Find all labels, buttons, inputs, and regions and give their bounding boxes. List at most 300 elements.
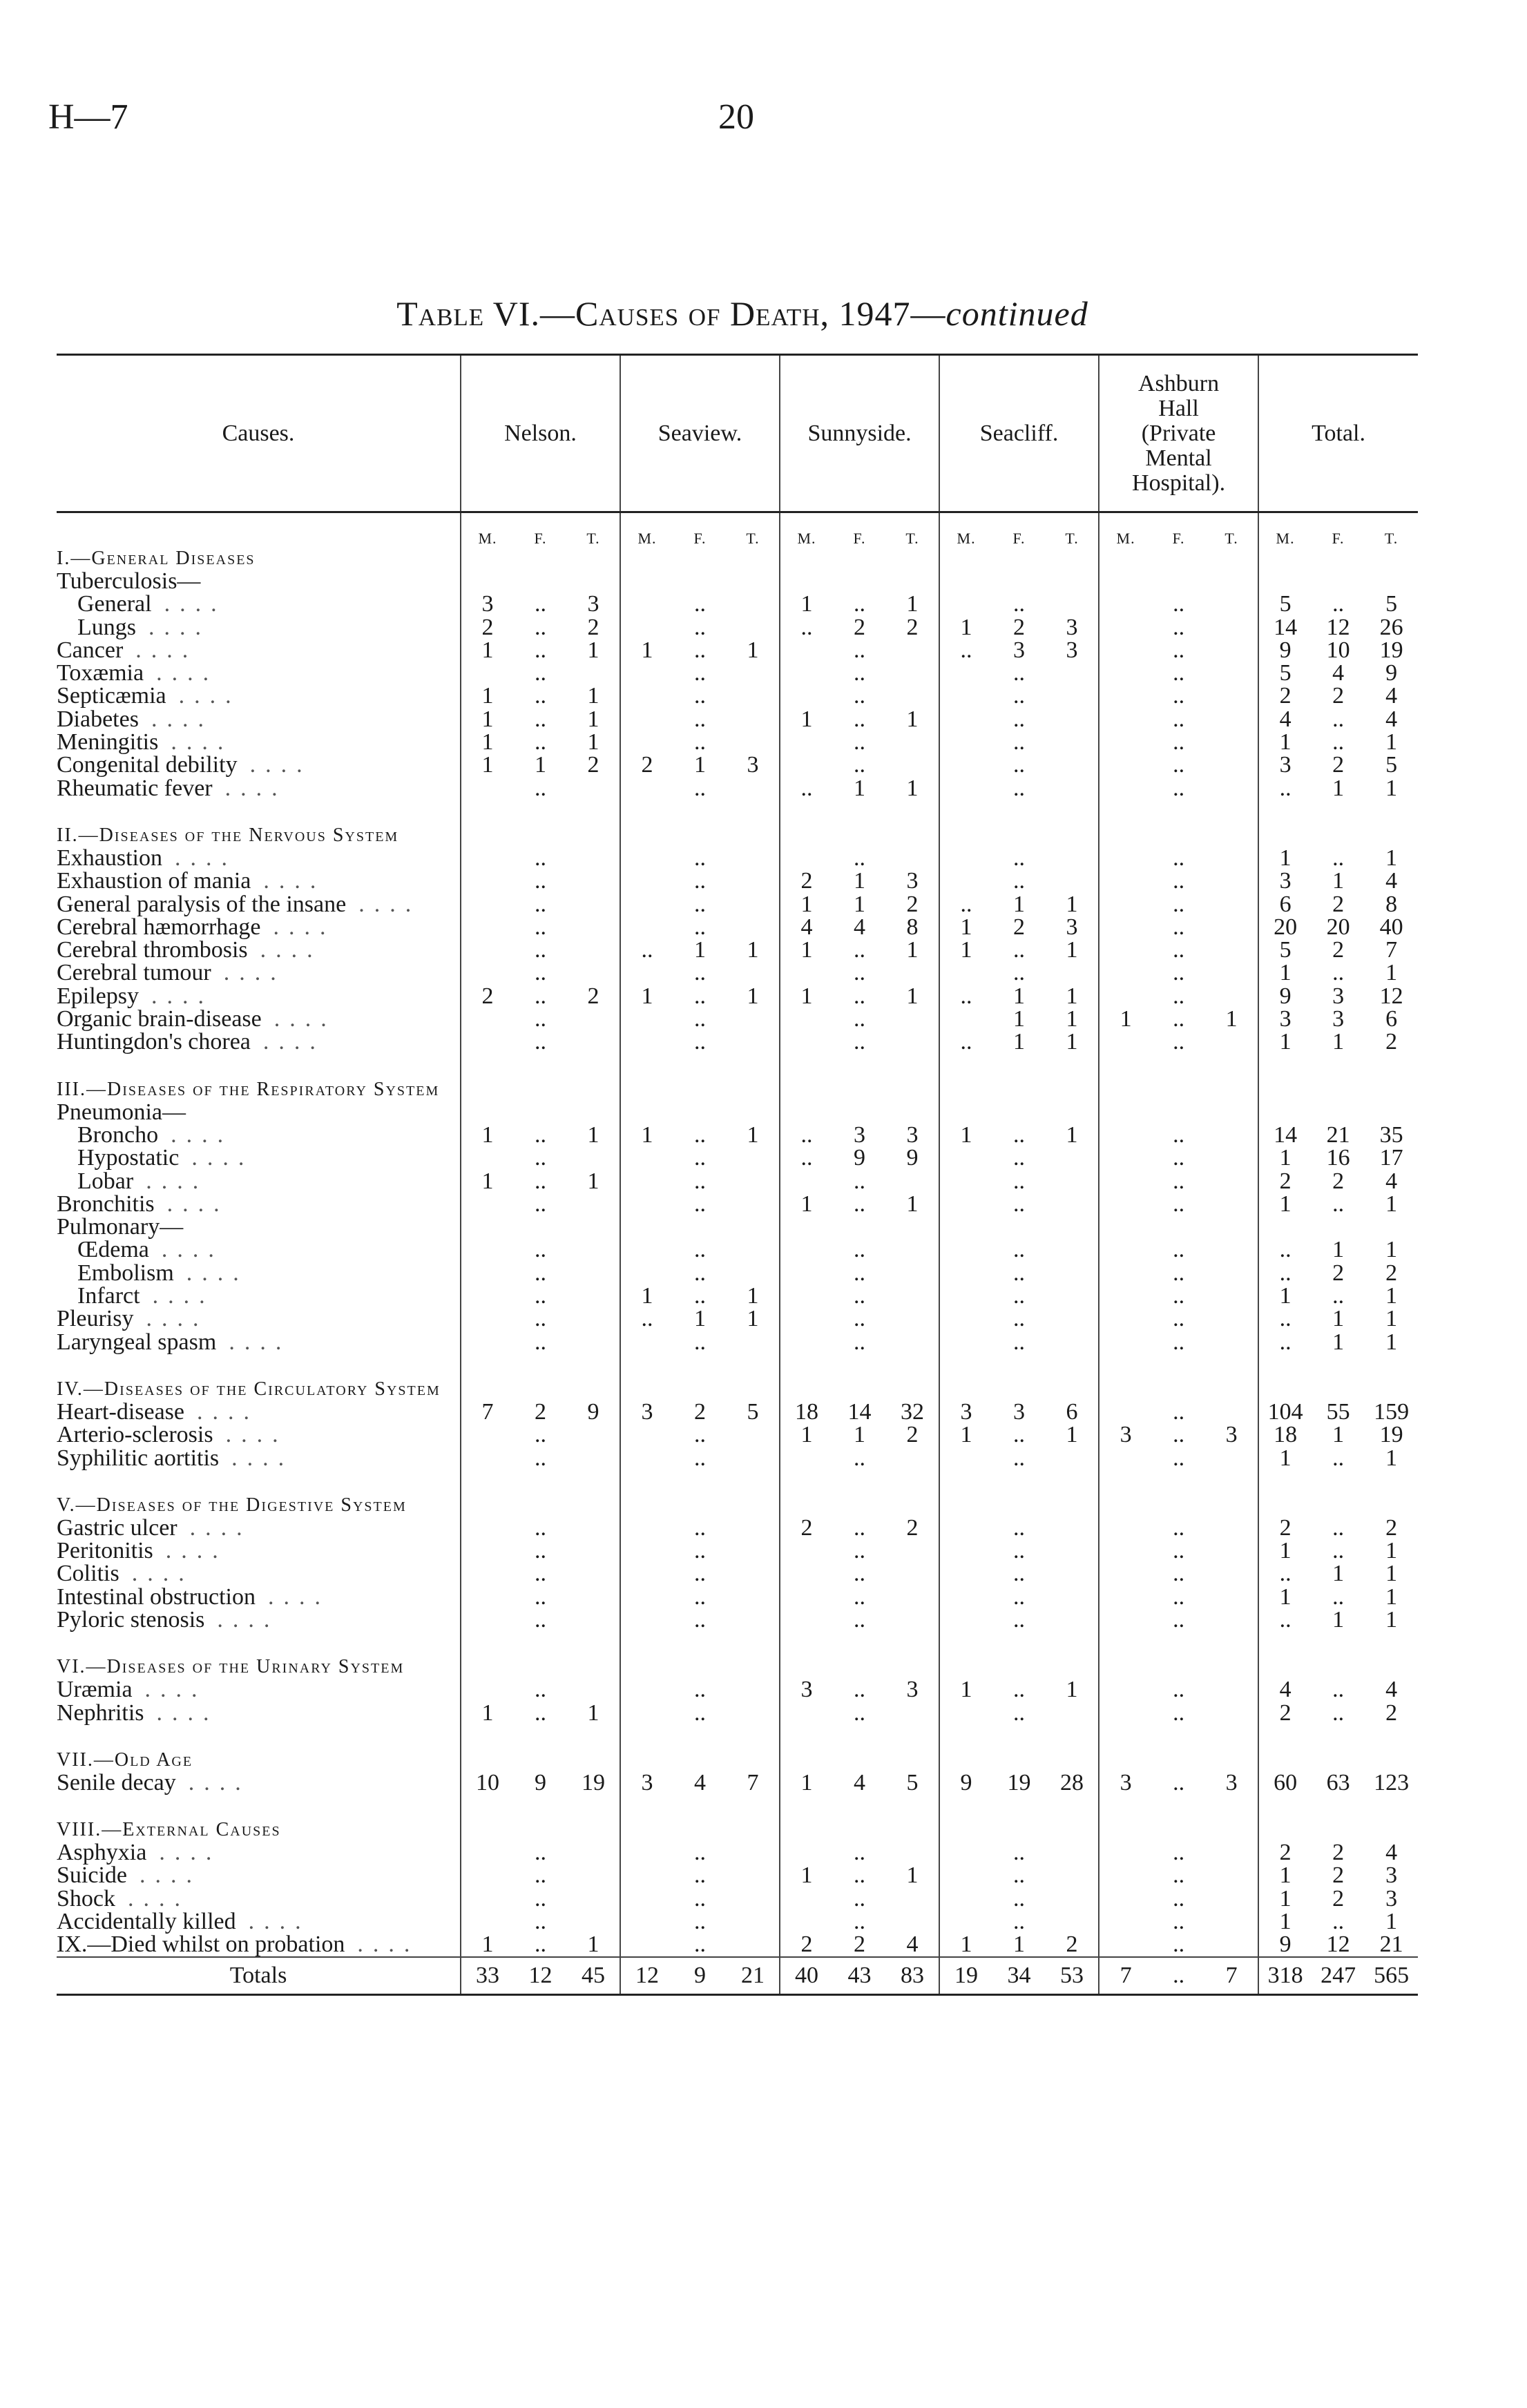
section-title-spacer <box>620 1378 673 1400</box>
table-cell: 12 <box>1326 1932 1350 1958</box>
table-cell: .. <box>694 1606 706 1632</box>
section-title-spacer <box>567 1494 620 1516</box>
section-title-spacer <box>780 1749 833 1771</box>
table-cell <box>992 1101 1046 1124</box>
table-cell: .. <box>1173 1862 1185 1889</box>
table-cell <box>727 1933 780 1956</box>
table-cell <box>620 1933 673 1956</box>
table-cell: .. <box>1013 1538 1026 1564</box>
gap-cell <box>461 1794 514 1819</box>
leader-dots: .... <box>191 1145 254 1171</box>
gap-cell <box>673 1354 727 1378</box>
table-cell <box>727 1193 780 1215</box>
table-cell <box>886 753 939 776</box>
table-cell: .. <box>1173 775 1185 801</box>
table-cell: 2 <box>1258 1702 1312 1724</box>
table-cell: 2 <box>1332 1840 1345 1866</box>
table-cell <box>939 869 992 892</box>
table-cell: .. <box>1013 1862 1026 1889</box>
table-row <box>57 1586 1418 1608</box>
table-cell: 2 <box>780 869 833 892</box>
table-cell <box>886 1910 939 1933</box>
table-cell <box>886 1702 939 1724</box>
section-title-spacer <box>620 825 673 847</box>
table-row <box>57 1193 1418 1215</box>
table-cell: 1 <box>694 1306 706 1332</box>
leader-dots: .... <box>139 1862 202 1889</box>
table-cell <box>620 1562 673 1585</box>
section-title-spacer <box>1152 1079 1205 1101</box>
table-cell: 2 <box>1385 1260 1398 1286</box>
table-cell: .. <box>1173 1769 1185 1795</box>
table-cell: 32 <box>901 1398 925 1425</box>
table-cell <box>1099 1841 1152 1864</box>
table-cell: 1 <box>1066 1677 1078 1703</box>
table-cell: 1 <box>1258 1887 1312 1910</box>
table-cell: 3 <box>1258 753 1312 776</box>
table-cell: .. <box>854 706 866 732</box>
gap-cell <box>1258 1631 1312 1656</box>
section-title-spacer <box>514 1819 567 1841</box>
table-cell: .. <box>854 1909 866 1935</box>
table-row <box>57 1864 1418 1887</box>
table-cell <box>727 684 780 707</box>
table-cell: 2 <box>587 614 599 640</box>
section-title-spacer <box>780 1378 833 1400</box>
table-cell: 2 <box>1332 1168 1345 1194</box>
gap-cell <box>1312 1054 1365 1079</box>
section-title-spacer <box>1365 1749 1418 1771</box>
table-cell: 1 <box>1385 1306 1398 1332</box>
table-cell: 1 <box>780 893 833 916</box>
gap-cell <box>514 1354 567 1378</box>
table-cell: 1 <box>1332 1606 1345 1632</box>
section-title-spacer <box>780 1656 833 1678</box>
table-cell <box>1205 1284 1258 1307</box>
table-cell <box>461 1586 514 1608</box>
cause-label <box>57 1170 461 1193</box>
gap-cell <box>833 1631 886 1656</box>
table-cell <box>1205 893 1258 916</box>
table-cell <box>1365 1215 1418 1238</box>
table-cell: .. <box>1013 1329 1026 1355</box>
table-cell: .. <box>1013 1677 1026 1703</box>
section-title-spacer <box>833 1819 886 1841</box>
table-cell: 2 <box>1258 1516 1312 1539</box>
gap-cell <box>1258 1794 1312 1819</box>
table-cell: 3 <box>1066 914 1078 940</box>
table-cell <box>886 684 939 707</box>
cause-label <box>57 1193 461 1215</box>
table-row <box>57 777 1418 800</box>
gap-cell <box>1152 1054 1205 1079</box>
gap-cell <box>1152 1794 1205 1819</box>
table-cell: .. <box>694 914 706 940</box>
table-cell <box>939 662 992 684</box>
table-cell: .. <box>694 1840 706 1866</box>
section-title-spacer <box>992 548 1046 570</box>
table-cell <box>567 570 620 593</box>
section-title-spacer <box>1365 1378 1418 1400</box>
gap-cell <box>567 1794 620 1819</box>
table-cell <box>833 1215 886 1238</box>
table-cell: 2 <box>906 1514 919 1541</box>
table-cell <box>620 1146 673 1169</box>
table-cell: 1 <box>1258 1586 1312 1608</box>
section-title-spacer <box>514 1378 567 1400</box>
table-cell <box>1205 1215 1258 1238</box>
table-cell <box>1205 593 1258 615</box>
table-cell: .. <box>1013 1606 1026 1632</box>
table-cell: .. <box>535 1029 546 1055</box>
table-cell <box>939 1539 992 1562</box>
section-title-spacer <box>1152 1378 1205 1400</box>
table-cell: .. <box>535 1121 546 1148</box>
table-cell <box>567 1608 620 1631</box>
table-cell <box>620 1887 673 1910</box>
section-title-spacer <box>1099 548 1152 570</box>
subheader-m: M. <box>1099 512 1152 548</box>
table-cell: 104 <box>1258 1400 1312 1423</box>
table-cell: .. <box>1013 752 1026 778</box>
table-cell: .. <box>854 1514 866 1541</box>
table-cell <box>567 1193 620 1215</box>
table-cell <box>620 1678 673 1701</box>
section-title-spacer <box>1205 1819 1258 1841</box>
table-cell: .. <box>694 1445 706 1471</box>
table-cell <box>727 961 780 984</box>
table-cell <box>886 1030 939 1053</box>
table-cell <box>939 1516 992 1539</box>
leader-dots: .... <box>188 1769 251 1795</box>
table-cell: 5 <box>1385 752 1398 778</box>
table-cell: 1 <box>1013 983 1026 1009</box>
section-title-row <box>57 825 1418 847</box>
table-cell: .. <box>854 1168 866 1194</box>
table-cell <box>620 1516 673 1539</box>
table-row <box>57 1101 1418 1124</box>
cause-label <box>57 938 461 961</box>
section-title-spacer <box>567 548 620 570</box>
table-cell: .. <box>1013 1699 1026 1726</box>
table-cell: .. <box>854 1029 866 1055</box>
table-cell <box>939 1864 992 1887</box>
table-cell <box>461 1447 514 1470</box>
gap-cell <box>461 1054 514 1079</box>
table-cell <box>567 847 620 869</box>
table-cell: .. <box>1332 729 1345 755</box>
table-cell <box>1205 916 1258 938</box>
table-cell <box>567 1238 620 1261</box>
cause-text: Pulmonary— <box>57 1214 184 1240</box>
gap-cell <box>461 800 514 825</box>
table-cell <box>620 1101 673 1124</box>
table-cell: 1 <box>587 1699 599 1726</box>
table-cell: .. <box>1258 1331 1312 1354</box>
cause-label <box>57 869 461 892</box>
table-cell: 12 <box>620 1957 673 1995</box>
table-cell: .. <box>1013 1191 1026 1217</box>
cause-text: Arterio-sclerosis <box>57 1422 213 1448</box>
table-cell: .. <box>1013 1306 1026 1332</box>
table-cell <box>939 1841 992 1864</box>
section-title-spacer <box>1312 1378 1365 1400</box>
table-cell: 1 <box>1258 1910 1312 1933</box>
table-cell <box>1099 916 1152 938</box>
table-cell: 1 <box>854 775 866 801</box>
table-cell: 2 <box>906 1422 919 1448</box>
table-cell: 2 <box>1385 1699 1398 1726</box>
table-cell: .. <box>1173 868 1185 894</box>
table-cell: 9 <box>535 1769 546 1795</box>
table-cell: 1 <box>587 637 599 663</box>
table-cell <box>727 1562 780 1585</box>
table-cell: .. <box>1173 937 1185 963</box>
table-cell <box>886 1284 939 1307</box>
table-cell <box>461 662 514 684</box>
subheader-t: T. <box>905 530 919 547</box>
gap-cell <box>1312 1354 1365 1378</box>
leader-dots: .... <box>165 1538 228 1564</box>
table-cell: .. <box>1173 914 1185 940</box>
cause-text: Huntingdon's chorea <box>57 1029 251 1055</box>
table-cell: 2 <box>1332 1862 1345 1889</box>
cause-text: General <box>77 591 152 617</box>
section-title-spacer <box>1365 825 1418 847</box>
cause-label <box>57 893 461 916</box>
table-row <box>57 1910 1418 1933</box>
table-cell <box>1099 708 1152 731</box>
table-cell: 1 <box>1332 1237 1345 1263</box>
table-cell <box>620 593 673 615</box>
table-cell <box>1099 1307 1152 1330</box>
table-cell: 1 <box>1385 1237 1398 1263</box>
table-cell <box>461 1864 514 1887</box>
table-cell: .. <box>535 1191 546 1217</box>
table-cell <box>1099 869 1152 892</box>
cause-text: Lobar <box>77 1168 134 1194</box>
section-title-spacer <box>833 1079 886 1101</box>
table-cell <box>886 1887 939 1910</box>
section-title-spacer <box>939 548 992 570</box>
table-cell <box>1046 1586 1099 1608</box>
table-cell: 1 <box>694 937 706 963</box>
table-cell: 1 <box>906 937 919 963</box>
page-reference: H—7 <box>48 97 128 137</box>
table-cell: .. <box>1173 614 1185 640</box>
gap-cell <box>727 1631 780 1656</box>
cause-text: Cerebral thrombosis <box>57 937 248 963</box>
section-title-spacer <box>461 1378 514 1400</box>
table-cell: .. <box>535 1306 546 1332</box>
table-cell <box>727 869 780 892</box>
table-cell <box>939 1101 992 1124</box>
table-cell: .. <box>1258 1262 1312 1284</box>
table-cell: .. <box>535 1237 546 1263</box>
table-cell <box>567 893 620 916</box>
table-cell <box>1046 593 1099 615</box>
table-cell <box>461 893 514 916</box>
gap-cell <box>780 1054 833 1079</box>
table-cell: .. <box>1013 660 1026 686</box>
section-title-spacer <box>886 1656 939 1678</box>
cause-text: Embolism <box>77 1260 174 1286</box>
table-cell: 43 <box>833 1957 886 1995</box>
section-title: V.—Diseases of the Digestive System <box>57 1494 407 1516</box>
cause-text: Gastric ulcer <box>57 1514 177 1541</box>
table-cell <box>620 869 673 892</box>
table-cell <box>620 777 673 800</box>
table-cell: .. <box>1173 683 1185 709</box>
table-cell: .. <box>854 1283 866 1309</box>
table-cell: 3 <box>1099 1771 1152 1794</box>
table-cell: .. <box>854 637 866 663</box>
table-cell: 3 <box>1258 1008 1312 1030</box>
gap-cell <box>1258 1354 1312 1378</box>
gap-cell <box>1099 1470 1152 1494</box>
table-cell <box>780 1101 833 1124</box>
section-title-spacer <box>1312 825 1365 847</box>
cause-label <box>57 1101 461 1124</box>
table-cell <box>1152 1101 1205 1124</box>
gap-cell <box>727 1724 780 1749</box>
leader-dots: .... <box>225 1422 288 1448</box>
leader-dots: .... <box>156 660 219 686</box>
table-cell: .. <box>854 729 866 755</box>
leader-dots: .... <box>263 868 326 894</box>
table-cell: .. <box>694 1677 706 1703</box>
table-cell <box>780 1586 833 1608</box>
section-title-row <box>57 1494 1418 1516</box>
cause-text: Bronchitis <box>57 1191 155 1217</box>
gap-cell <box>886 1054 939 1079</box>
table-cell: 4 <box>780 916 833 938</box>
cause-text: Diabetes <box>57 706 139 732</box>
section-title-spacer <box>833 1656 886 1678</box>
table-cell <box>886 1101 939 1124</box>
table-cell <box>1046 961 1099 984</box>
table-cell <box>886 1307 939 1330</box>
section-title-spacer <box>620 1656 673 1678</box>
cause-text: Cerebral tumour <box>57 960 211 986</box>
cause-label <box>57 662 461 684</box>
table-cell: .. <box>694 1145 706 1171</box>
cause-text: Exhaustion of mania <box>57 868 251 894</box>
ashburn-hall-label: Ashburn Hall (Private Mental Hospital). <box>1132 370 1226 496</box>
table-cell: 19 <box>582 1769 605 1795</box>
gap-cell <box>1312 1794 1365 1819</box>
subheader-t: T. <box>1225 530 1238 547</box>
table-cell: 1 <box>1066 1121 1078 1148</box>
table-cell <box>567 1030 620 1053</box>
section-title-spacer <box>620 1819 673 1841</box>
table-cell <box>939 1910 992 1933</box>
section-title-spacer <box>1099 1656 1152 1678</box>
section-title-spacer <box>1099 1494 1152 1516</box>
table-cell <box>1205 731 1258 753</box>
table-cell: 1 <box>1385 960 1398 986</box>
table-cell <box>780 753 833 776</box>
table-cell: .. <box>854 1699 866 1726</box>
section-title-spacer <box>673 1656 727 1678</box>
gap-cell <box>939 800 992 825</box>
table-cell <box>461 1284 514 1307</box>
table-cell: 1 <box>906 775 919 801</box>
table-cell: .. <box>1332 960 1345 986</box>
gap-cell <box>461 1354 514 1378</box>
table-row <box>57 847 1418 869</box>
table-cell <box>780 1887 833 1910</box>
gap-cell <box>1152 1354 1205 1378</box>
gap-cell <box>992 1794 1046 1819</box>
gap-cell <box>620 800 673 825</box>
table-cell: .. <box>535 845 546 871</box>
table-cell <box>1205 847 1258 869</box>
table-cell <box>939 1170 992 1193</box>
gap-cell <box>1152 1470 1205 1494</box>
table-cell <box>1046 1608 1099 1631</box>
table-cell <box>1046 1887 1099 1910</box>
table-cell <box>1099 1516 1152 1539</box>
table-cell: 19 <box>1379 637 1403 663</box>
gap-cell <box>461 1470 514 1494</box>
table-cell <box>833 570 886 593</box>
table-cell: .. <box>1258 1238 1312 1261</box>
table-cell <box>567 1447 620 1470</box>
section-title-spacer <box>992 1378 1046 1400</box>
table-cell: .. <box>1332 706 1345 732</box>
table-cell: .. <box>694 1329 706 1355</box>
table-row <box>57 869 1418 892</box>
cause-label <box>57 1400 461 1423</box>
cause-label <box>57 1331 461 1354</box>
subheader-f: F. <box>1332 530 1345 547</box>
table-cell <box>1365 570 1418 593</box>
table-cell <box>1205 1910 1258 1933</box>
table-cell: .. <box>535 1260 546 1286</box>
gap-cell <box>567 1354 620 1378</box>
table-cell: 3 <box>1013 1398 1026 1425</box>
leader-dots: .... <box>164 591 227 617</box>
gap-cell <box>992 1631 1046 1656</box>
table-cell: .. <box>1332 1677 1345 1703</box>
table-cell: .. <box>1173 1191 1185 1217</box>
table-row <box>57 684 1418 707</box>
section-title-spacer <box>939 1749 992 1771</box>
table-cell <box>1205 938 1258 961</box>
section-title-spacer <box>673 1378 727 1400</box>
gap-cell <box>673 1054 727 1079</box>
gap-cell <box>461 1631 514 1656</box>
table-cell: 1 <box>747 937 759 963</box>
table-cell <box>1099 1887 1152 1910</box>
table-cell <box>461 1262 514 1284</box>
leader-dots: .... <box>161 1237 224 1263</box>
section-title-spacer <box>833 548 886 570</box>
section-title-spacer <box>620 1749 673 1771</box>
table-cell: .. <box>694 983 706 1009</box>
table-row <box>57 753 1418 776</box>
table-row <box>57 1608 1418 1631</box>
table-cell: .. <box>1173 1583 1185 1610</box>
table-cell <box>1099 1910 1152 1933</box>
cause-label <box>57 1864 461 1887</box>
gap-cell <box>1258 1724 1312 1749</box>
table-cell <box>620 1193 673 1215</box>
table-cell: 2 <box>1332 683 1345 709</box>
table-cell <box>673 1215 727 1238</box>
section-title-spacer <box>727 1749 780 1771</box>
